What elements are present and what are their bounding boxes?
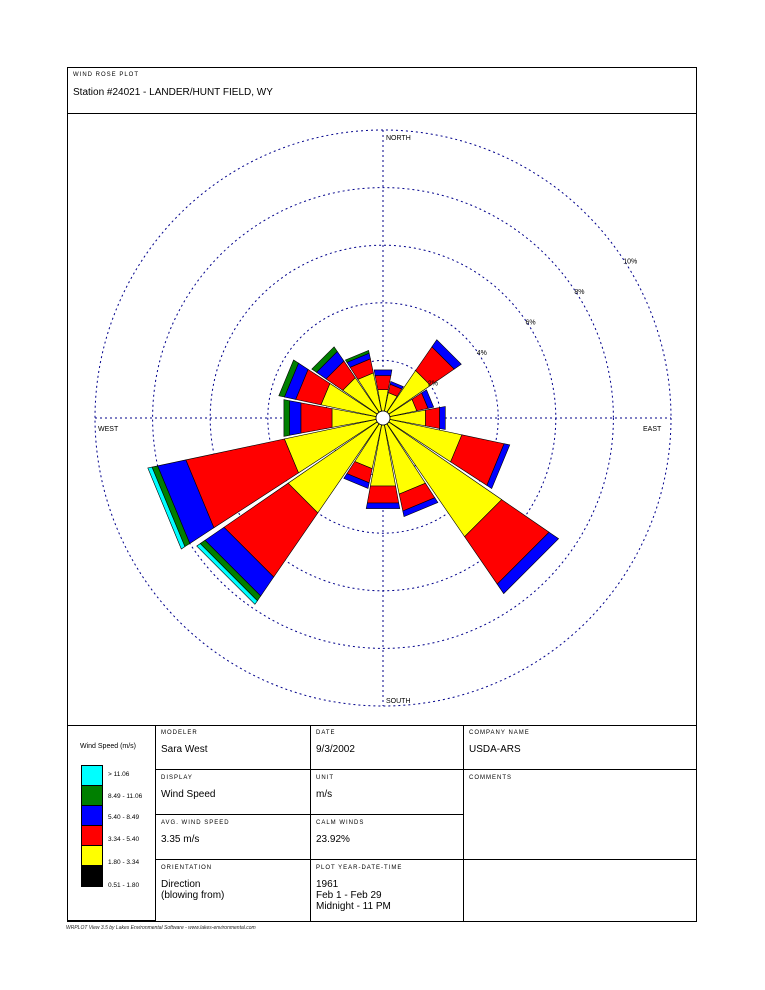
comments-label: COMMENTS	[469, 775, 512, 781]
date-label: DATE	[316, 730, 336, 736]
modeler-value: Sara West	[161, 744, 208, 755]
plot-hours: Midnight - 11 PM	[316, 901, 391, 912]
ring-label: 8%	[574, 288, 585, 296]
legend-swatch-5-8	[82, 806, 102, 826]
west-label: WEST	[98, 426, 119, 433]
plot-time-label: PLOT YEAR-DATE-TIME	[316, 865, 403, 871]
east-label: EAST	[643, 426, 662, 433]
unit-value: m/s	[316, 789, 333, 800]
orientation-line-2: (blowing from)	[161, 890, 225, 901]
calm-winds-value: 23.92%	[316, 834, 350, 845]
software-credit: WRPLOT View 3.5 by Lakes Environmental Software - www.lakes-environmental.com	[66, 925, 256, 931]
legend-swatch-0-2	[82, 866, 102, 886]
calm-winds-cell	[311, 815, 464, 860]
date-value: 9/3/2002	[316, 744, 355, 755]
wind-rose-chart	[68, 113, 696, 725]
plot-type-label: WIND ROSE PLOT	[73, 72, 140, 78]
south-label: SOUTH	[386, 698, 411, 705]
ring-label: 2%	[427, 380, 438, 388]
petal-e-bin-3	[440, 407, 446, 430]
legend-label: 3.34 - 5.40	[108, 836, 140, 843]
legend-swatch-over-11	[82, 766, 102, 786]
legend-label: 0.51 - 1.80	[108, 882, 140, 889]
display-value: Wind Speed	[161, 789, 216, 800]
company-cell	[464, 725, 696, 770]
legend-label: > 11.06	[108, 771, 130, 778]
plot-time-value	[316, 879, 391, 912]
legend-label: 8.49 - 11.06	[108, 793, 143, 800]
orientation-value	[161, 879, 224, 901]
avg-speed-value: 3.35 m/s	[161, 834, 200, 845]
unit-label: UNIT	[316, 775, 334, 781]
legend-label: 1.80 - 3.34	[108, 859, 140, 866]
plot-time-cell	[311, 860, 464, 921]
station-title: Station #24021 - LANDER/HUNT FIELD, WY	[73, 87, 273, 98]
petal-w-bin-3	[290, 401, 301, 436]
info-panel	[68, 725, 696, 921]
display-cell	[156, 770, 311, 815]
display-label: DISPLAY	[161, 775, 193, 781]
empty-cell	[464, 860, 696, 921]
wind-rose-sheet	[67, 67, 697, 922]
petal-e-bin-2	[426, 408, 440, 429]
orientation-line-1: Direction	[161, 879, 201, 890]
calm-winds-label: CALM WINDS	[316, 820, 365, 826]
petal-n-bin-2	[375, 376, 391, 390]
legend-title: Wind Speed (m/s)	[80, 743, 137, 750]
orientation-label: ORIENTATION	[161, 865, 213, 871]
petal-s-bin-3	[366, 503, 400, 509]
comments-cell	[464, 770, 696, 860]
ring-label: 4%	[476, 349, 487, 357]
legend-label: 5.40 - 8.49	[108, 814, 140, 821]
ring-label: 10%	[623, 258, 638, 266]
plot-area	[68, 113, 696, 726]
petal-w-bin-4	[284, 400, 290, 437]
avg-speed-label: AVG. WIND SPEED	[161, 820, 230, 826]
modeler-cell	[156, 725, 311, 770]
legend-swatch-3-5	[82, 826, 102, 846]
calm-hub	[376, 411, 390, 425]
petal-s-bin-2	[367, 486, 398, 503]
north-label: NORTH	[386, 135, 411, 142]
plot-year: 1961	[316, 879, 339, 890]
orientation-cell	[156, 860, 311, 921]
company-label: COMPANY NAME	[469, 730, 530, 736]
petal-w-bin-2	[301, 403, 332, 433]
plot-dates: Feb 1 - Feb 29	[316, 890, 382, 901]
modeler-label: MODELER	[161, 730, 198, 736]
company-value: USDA-ARS	[469, 744, 521, 755]
date-cell	[311, 725, 464, 770]
legend-swatch-8-11	[82, 786, 102, 806]
legend-bar	[81, 765, 103, 887]
avg-speed-cell	[156, 815, 311, 860]
unit-cell	[311, 770, 464, 815]
legend-swatch-2-3	[82, 846, 102, 866]
ring-label: 6%	[525, 319, 536, 327]
petal-n-bin-3	[374, 370, 392, 376]
title-box	[68, 68, 696, 114]
legend-cell	[68, 725, 156, 921]
